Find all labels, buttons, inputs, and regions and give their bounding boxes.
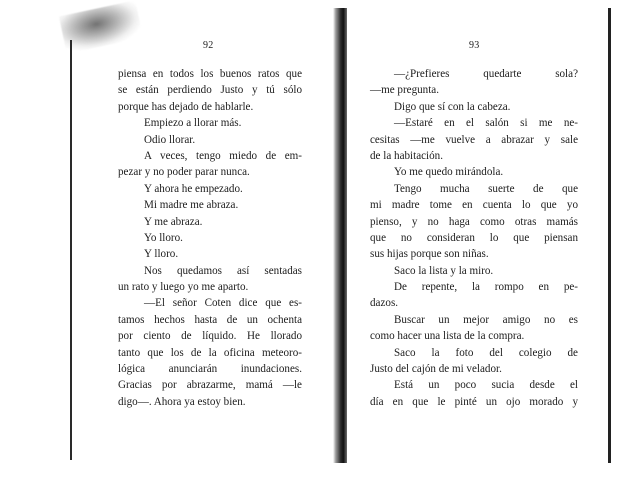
left-page-text <box>118 66 302 410</box>
text-line: Tengo mucha suerte de que <box>394 182 578 195</box>
text-line: pezar y no poder parar nunca. <box>118 166 250 179</box>
text-line: que no consideran lo que piensan <box>370 231 578 244</box>
text-line: sus hijas porque son niñas. <box>370 248 489 261</box>
text-line: porque has dejado de hablarle. <box>118 100 254 113</box>
text-line: De repente, la rompo en pe- <box>394 281 578 294</box>
book-binding-gutter <box>333 8 347 463</box>
text-line: lógica anunciarán inundaciones. <box>118 363 302 376</box>
text-line: Nos quedamos así sentadas <box>144 264 302 277</box>
text-line: piensa en todos los buenos ratos que <box>118 68 302 80</box>
text-line: Y me abraza. <box>144 215 203 228</box>
text-line: pienso, y no haga como otras mamás <box>370 215 578 228</box>
text-line: Mi madre me abraza. <box>144 199 239 212</box>
text-line: un rato y luego yo me aparto. <box>118 281 249 294</box>
text-line: —me pregunta. <box>370 84 440 97</box>
text-line: cesitas —me vuelve a abrazar y sale <box>370 133 578 146</box>
text-line: Empiezo a llorar más. <box>144 117 242 130</box>
text-line: Saco la lista y la miro. <box>394 264 494 277</box>
text-line: se están perdiendo Justo y tú sólo <box>118 84 302 97</box>
text-line: por ciento de líquido. He llorado <box>118 330 302 343</box>
right-page-number: 93 <box>469 40 480 51</box>
text-line: Y ahora he empezado. <box>144 182 243 195</box>
left-page-edge <box>70 40 72 460</box>
text-line: Odio llorar. <box>144 133 196 146</box>
text-line: dazos. <box>370 297 399 310</box>
text-line: Gracias por abrazarme, mamá —le <box>118 379 302 392</box>
text-line: —El señor Coten dice que es- <box>144 297 302 310</box>
right-page-edge <box>608 8 611 463</box>
text-line: mi madre tome en cuenta lo que yo <box>370 199 578 212</box>
text-line: Digo que sí con la cabeza. <box>394 100 511 113</box>
text-line: Y lloro. <box>144 248 179 261</box>
text-line: —¿Prefieres quedarte sola? <box>394 68 578 80</box>
text-line: —Estaré en el salón si me ne- <box>394 117 578 130</box>
text-line: Buscar un mejor amigo no es <box>394 313 578 326</box>
text-line: día en que le pinté un ojo morado y <box>370 395 578 408</box>
text-line: digo—. Ahora ya estoy bien. <box>118 395 246 408</box>
left-page-number: 92 <box>203 40 214 51</box>
right-page-text <box>370 66 578 410</box>
text-line: tanto que los de la oficina meteoro- <box>118 346 302 359</box>
text-line: como hacer una lista de la compra. <box>370 330 525 343</box>
text-line: Saco la foto del colegio de <box>394 346 578 359</box>
text-line: Justo del cajón de mi velador. <box>370 363 502 376</box>
text-line: Yo me quedo mirándola. <box>394 166 504 179</box>
text-line: Yo lloro. <box>144 231 183 244</box>
text-line: A veces, tengo miedo de em- <box>144 149 302 162</box>
text-line: tamos hechos hasta de un ochenta <box>118 313 302 326</box>
text-line: Está un poco sucia desde el <box>394 379 578 392</box>
text-line: de la habitación. <box>370 149 444 162</box>
